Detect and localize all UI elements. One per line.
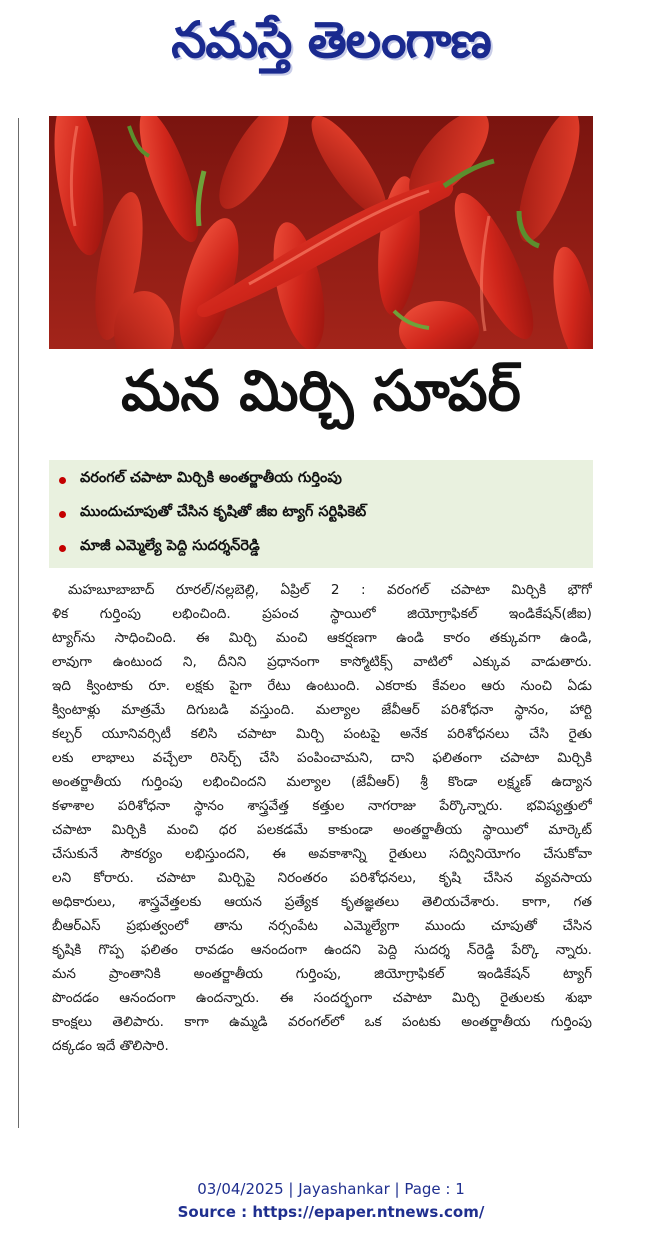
article-line: లావుగా ఉంటుంద ని, దీనిని ప్రధానంగా కాస్మోటిక్స్ వాటిలో ఎక్కువ వాడుతారు. <box>52 654 592 670</box>
article-line: కాంక్షలు తెలిపారు. కాగా ఉమ్మడి వరంగల్‌లో ఒక పంటకు అంతర్జాతీయ గుర్తింపు <box>52 1014 592 1030</box>
article-line: చేసుకునే సౌకర్యం లభిస్తుందని, ఈ అవకాశాన్ని రైతులు సద్వినియోగం చేసుకోవా <box>52 846 592 862</box>
footer-source-link[interactable]: Source : https://epaper.ntnews.com/ <box>177 1203 485 1221</box>
article-line: మహబూబాబాద్ రూరల్/నల్లబెల్లి, ఏప్రిల్ 2 : వరంగల్ చపాటా మిర్చికి భౌగో <box>68 582 592 598</box>
article-line: దక్కడం ఇదే తొలిసారి. <box>52 1038 169 1054</box>
highlight-item <box>59 499 366 529</box>
newspaper-masthead <box>0 6 662 74</box>
masthead-title: నమస్తే తెలంగాణ <box>171 10 491 69</box>
highlight-text: మాజీ ఎమ్మెల్యే పెద్ది సుదర్శన్‌రెడ్డి <box>80 538 260 554</box>
highlight-text: ముందుచూపుతో చేసిన కృషితో జీఐ ట్యాగ్ సర్టిఫికెట్ <box>80 504 367 520</box>
bullet-dot-icon <box>59 545 66 552</box>
chilli-photo <box>49 116 593 349</box>
bullet-dot-icon <box>59 511 66 518</box>
page-footer <box>0 1178 662 1224</box>
article-line: లని కోరారు. చపాటా మిర్చిపై నిరంతరం పరిశోధనలు, కృషి చేసిన వ్యవసాయ <box>52 870 592 886</box>
article-line: కళాశాల పరిశోధనా స్థానం శాస్త్రవేత్త కత్తుల నాగరాజు పేర్కొన్నారు. భవిష్యత్తులో <box>52 798 592 814</box>
bullet-dot-icon <box>59 477 66 484</box>
article-headline <box>49 350 593 434</box>
article-body <box>52 578 592 1058</box>
article-line: కల్చర్ యూనివర్సిటీ కలిసి చపాటా మిర్చి పంటపై అనేక పరిశోధనలు చేసి రైతు <box>52 726 592 742</box>
article-line: కృషికి గొప్ప ఫలితం రావడం ఆనందంగా ఉందని పెద్ది సుదర్శ న్‌రెడ్డి పేర్కొ న్నారు. <box>52 942 592 958</box>
chilli-illustration <box>49 116 593 349</box>
article-line: అంతర్జాతీయ గుర్తింపు లభించిందని మల్యాల (జేవీఆర్) శ్రీ కొండా లక్ష్మణ్ ఉద్యాన <box>52 774 592 790</box>
footer-date-edition: 03/04/2025 | Jayashankar | Page : 1 <box>197 1180 465 1198</box>
article-line: బీఆర్ఎస్ ప్రభుత్వంలో తాను నర్సంపేట ఎమ్మెల్యేగా ముందు చూపుతో చేసిన <box>52 918 592 934</box>
article-line: అధికారులు, శాస్త్రవేత్తలకు ఆయన ప్రత్యేక కృతజ్ఞతలు తెలియచేశారు. కాగా, గత <box>52 894 592 910</box>
highlight-item <box>59 533 260 563</box>
headline-text: మన మిర్చి సూపర్ <box>121 359 521 424</box>
article-line: ళిక గుర్తింపు లభించింది. ప్రపంచ స్థాయిలో జియోగ్రాఫికల్ ఇండికేషన్(జీఐ) <box>52 606 592 622</box>
article-line: లకు లాభాలు వచ్చేలా రిసెర్చ్ చేసి పంపించామని, దాని ఫలితంగా చపాటా మిర్చికి <box>52 750 592 766</box>
article-line: చపాటా మిర్చికి మంచి ధర పలకడమే కాకుండా అంతర్జాతీయ స్థాయిలో మార్కెట్ <box>52 822 592 838</box>
article-line: క్వింటాళ్లు మాత్రమే దిగుబడి వస్తుంది. మల్యాల జేవీఆర్ పరిశోధనా స్థానం, హార్టి <box>52 702 592 718</box>
highlight-text: వరంగల్ చపాటా మిర్చికి అంతర్జాతీయ గుర్తింపు <box>80 470 342 486</box>
article-line: పొందడం ఆనందంగా ఉందన్నారు. ఈ సందర్భంగా చపాటా మిర్చి రైతులకు శుభా <box>52 990 592 1006</box>
article-line: మన ప్రాంతానికి అంతర్జాతీయ గుర్తింపు, జియోగ్రాఫికల్ ఇండికేషన్ ట్యాగ్ <box>52 966 592 982</box>
highlights-box <box>49 460 593 568</box>
highlight-item <box>59 465 342 495</box>
article-line: ఇది క్వింటాకు రూ. లక్షకు పైగా రేటు ఉంటుంది. ఎకరాకు కేవలం ఆరు నుంచి ఏడు <box>52 678 592 694</box>
article-line: ట్యాగ్‌ను సాధించింది. ఈ మిర్చి మంచి ఆకర్షణగా ఉండి కారం తక్కువగా ఉండి, <box>52 630 592 646</box>
clipping-left-border <box>18 118 19 1128</box>
